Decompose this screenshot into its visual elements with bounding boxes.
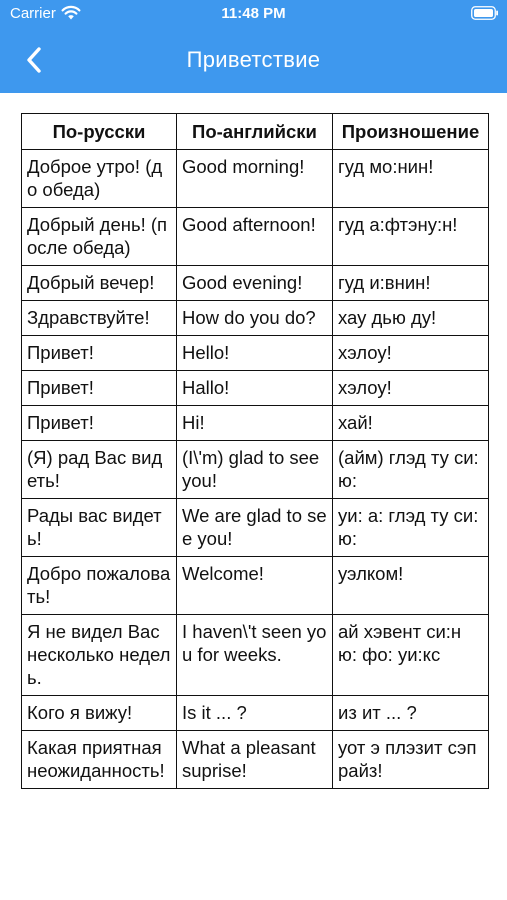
table-row	[22, 336, 489, 371]
cell-pronunciation: хэлоу!	[333, 371, 489, 406]
table-row	[22, 406, 489, 441]
cell-russian: Я не видел Вас несколько недель.	[22, 615, 177, 696]
column-header-pronunciation: Произношение	[333, 114, 489, 150]
cell-english: Hello!	[177, 336, 333, 371]
cell-russian: Здравствуйте!	[22, 301, 177, 336]
cell-russian: Какая приятная неожиданность!	[22, 731, 177, 789]
status-bar	[0, 0, 507, 30]
cell-russian: Добро пожаловать!	[22, 557, 177, 615]
cell-pronunciation: из ит ... ?	[333, 696, 489, 731]
table-row	[22, 499, 489, 557]
table-row	[22, 266, 489, 301]
cell-pronunciation: гуд мо:нин!	[333, 150, 489, 208]
cell-english: Good afternoon!	[177, 208, 333, 266]
cell-english: I haven\'t seen you for weeks.	[177, 615, 333, 696]
table-header-row	[22, 114, 489, 150]
column-header-english: По-английски	[177, 114, 333, 150]
table-row	[22, 301, 489, 336]
cell-english: Hallo!	[177, 371, 333, 406]
top-bar	[0, 0, 507, 93]
cell-russian: Кого я вижу!	[22, 696, 177, 731]
navigation-bar	[0, 36, 507, 84]
table-row	[22, 615, 489, 696]
cell-pronunciation: уэлком!	[333, 557, 489, 615]
phrases-table-container	[21, 113, 489, 789]
cell-pronunciation: хэлоу!	[333, 336, 489, 371]
cell-russian: Добрый вечер!	[22, 266, 177, 301]
cell-russian: Добрый день! (после обеда)	[22, 208, 177, 266]
cell-english: What a pleasant suprise!	[177, 731, 333, 789]
page-title: Приветствие	[186, 47, 321, 72]
status-time: 11:48 PM	[221, 5, 286, 22]
cell-pronunciation: хай!	[333, 406, 489, 441]
cell-english: Good morning!	[177, 150, 333, 208]
table-row	[22, 441, 489, 499]
cell-russian: (Я) рад Вас видеть!	[22, 441, 177, 499]
cell-pronunciation: ай хэвент си:н ю: фо: уи:кс	[333, 615, 489, 696]
cell-english: How do you do?	[177, 301, 333, 336]
cell-english: Welcome!	[177, 557, 333, 615]
cell-pronunciation: уот э плэзит сэпрайз!	[333, 731, 489, 789]
cell-russian: Привет!	[22, 371, 177, 406]
table-row	[22, 208, 489, 266]
cell-pronunciation: гуд и:внин!	[333, 266, 489, 301]
cell-russian: Привет!	[22, 336, 177, 371]
table-row	[22, 371, 489, 406]
cell-english: Is it ... ?	[177, 696, 333, 731]
cell-english: We are glad to see you!	[177, 499, 333, 557]
battery-icon	[471, 6, 499, 20]
column-header-russian: По-русски	[22, 114, 177, 150]
cell-russian: Привет!	[22, 406, 177, 441]
cell-russian: Доброе утро! (до обеда)	[22, 150, 177, 208]
cell-pronunciation: хау дью ду!	[333, 301, 489, 336]
cell-pronunciation: гуд а:фтэну:н!	[333, 208, 489, 266]
cell-pronunciation: (айм) глэд ту си: ю:	[333, 441, 489, 499]
cell-russian: Рады вас видеть!	[22, 499, 177, 557]
table-row	[22, 696, 489, 731]
cell-english: (I\'m) glad to see you!	[177, 441, 333, 499]
cell-pronunciation: уи: а: глэд ту си: ю:	[333, 499, 489, 557]
cell-english: Good evening!	[177, 266, 333, 301]
carrier-label: Carrier	[10, 5, 56, 22]
cell-english: Hi!	[177, 406, 333, 441]
table-row	[22, 557, 489, 615]
phrases-table	[21, 113, 489, 789]
table-row	[22, 731, 489, 789]
table-row	[22, 150, 489, 208]
